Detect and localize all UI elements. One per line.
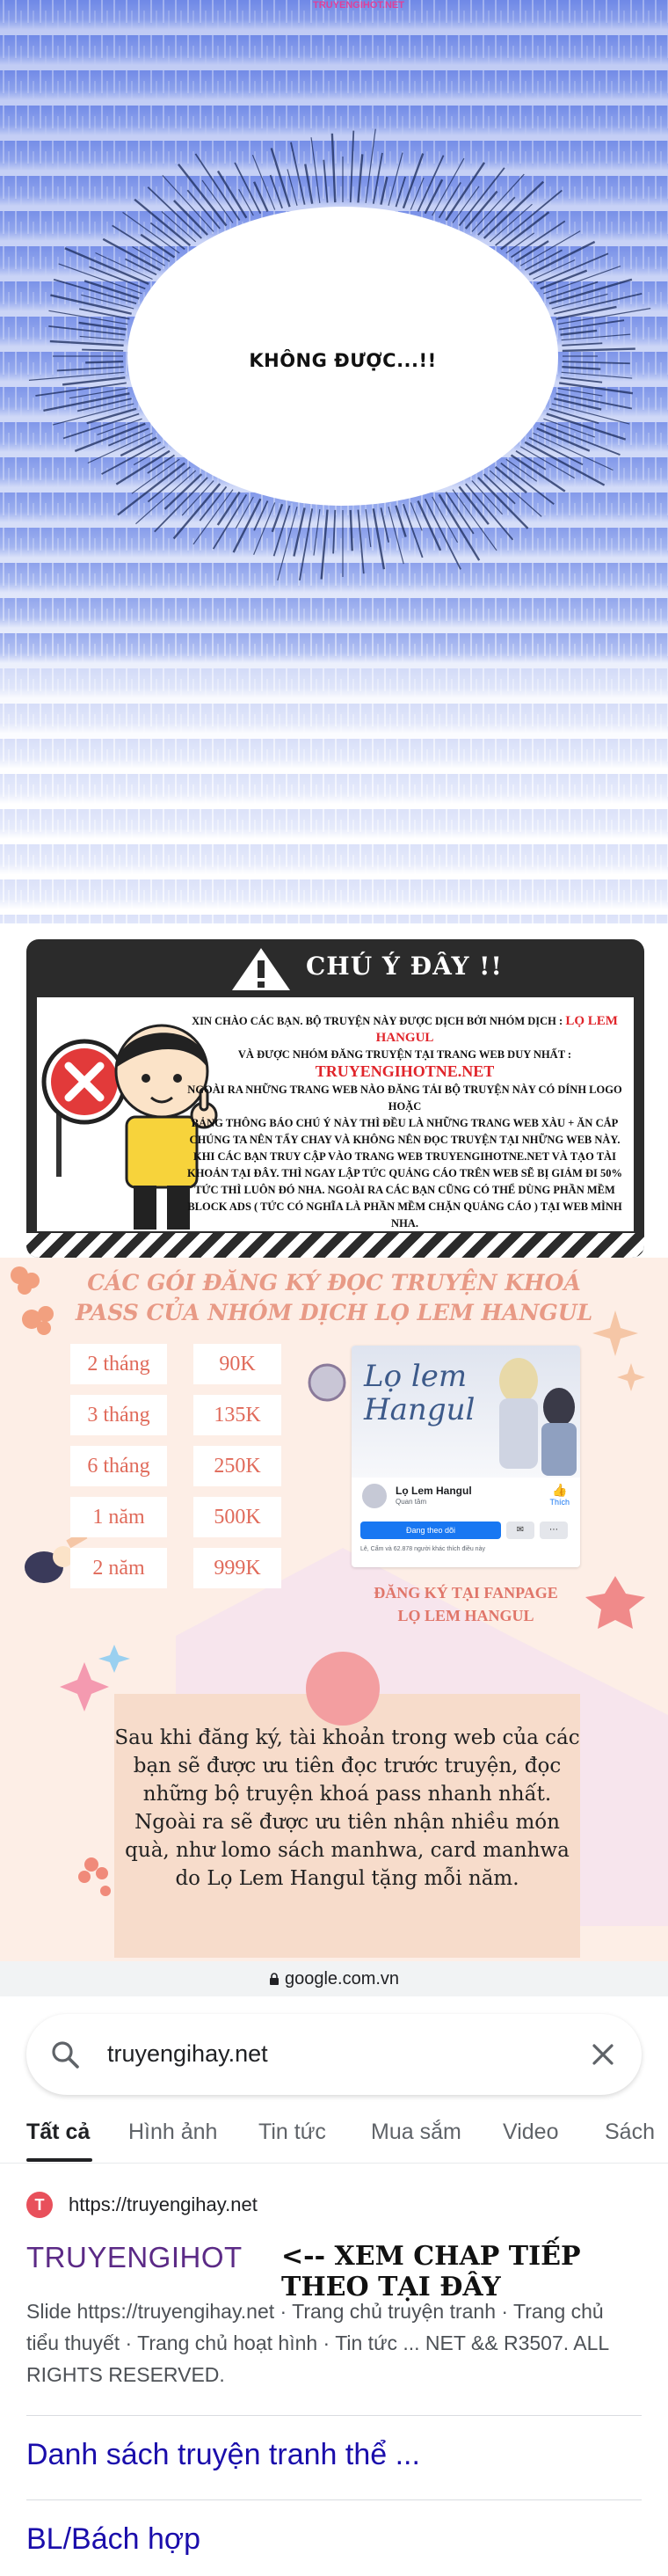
- fb-cover: [352, 1346, 580, 1478]
- notice-line: BLOCK ADS ( TỨC CÓ NGHĨA LÀ PHẦN MỀM CHẶN QUẢNG CÁO ) TẠI WEB MÌNH NHA.: [187, 1200, 622, 1230]
- fb-page-name: Lọ Lem Hangul: [396, 1485, 472, 1497]
- result-snippet: Slide https://truyengihay.net · Trang chủ truyện tranh · Trang chủ tiểu thuyết · Trang chủ hoạt hình · Tin tức ... NET && R3507. ALL RIGHTS RESERVED.: [26, 2300, 609, 2386]
- hazard-stripes: [26, 1233, 644, 1258]
- fb-follow-button[interactable]: Đang theo dõi: [360, 1522, 501, 1539]
- subscription-promo: [0, 1258, 668, 1961]
- notice-line: CHÚNG TA NÊN TẨY CHAY VÀ KHÔNG NÊN ĐỌC TRUYỆN TẠI NHỮNG WEB NÀY.: [189, 1134, 621, 1146]
- price-duration: 2 năm: [70, 1548, 167, 1588]
- lock-icon: [269, 1973, 280, 1985]
- notice-line: KHI CÁC BẠN TRUY CẬP VÀO TRANG WEB TRUYENGIHOTNE.NET VÀ TẠO TÀI: [193, 1150, 616, 1163]
- fb-cover-logo: Lọ lem Hangul: [364, 1359, 476, 1427]
- notice-banner: [26, 939, 644, 1258]
- watermark: TRUYENGIHOT.NET: [313, 0, 404, 11]
- result-url[interactable]: https://truyengihay.net: [69, 2193, 258, 2215]
- fb-messenger-button[interactable]: ✉: [506, 1522, 534, 1539]
- next-chapter-overlay: <-- XEM CHAP TIẾP THEO TẠI ĐÂY: [281, 2241, 581, 2302]
- notice-line: BẢNG THÔNG BÁO CHÚ Ý NÀY THÌ ĐỀU LÀ NHỮNG TRANG WEB XÀU + ĂN CẮP: [191, 1117, 619, 1129]
- fb-likes-footer: Lê, Cẩm và 62.878 người khác thích điều này: [360, 1546, 485, 1552]
- notice-title: CHÚ Ý ĐÂY !!: [306, 952, 503, 981]
- divider: [26, 2415, 642, 2416]
- search-tabs: [0, 2111, 668, 2164]
- search-box[interactable]: [26, 2014, 642, 2095]
- price-duration: 6 tháng: [70, 1446, 167, 1486]
- result-favicon: T: [26, 2192, 53, 2218]
- divider: [26, 2499, 642, 2500]
- speech-bubble-text: KHÔNG ĐƯỢC...!!: [249, 350, 437, 371]
- search-icon[interactable]: [49, 2039, 81, 2070]
- warning-icon: [230, 946, 292, 992]
- browser-url-bar[interactable]: [0, 1961, 668, 1996]
- fanpage-caption: ĐĂNG KÝ TẠI FANPAGE LỌ LEM HANGUL: [374, 1584, 558, 1624]
- tab-shopping[interactable]: Mua sắm: [371, 2120, 461, 2144]
- fb-like-button[interactable]: 👍 Thích: [549, 1483, 570, 1507]
- tab-news[interactable]: Tin tức: [258, 2120, 326, 2144]
- price-duration: 3 tháng: [70, 1395, 167, 1435]
- close-icon[interactable]: [589, 2040, 617, 2069]
- price-duration: 2 tháng: [70, 1344, 167, 1384]
- notice-line: NGOÀI RA NHỮNG TRANG WEB NÀO ĐĂNG TẢI BỘ TRUYỆN NÀY CÓ DÍNH LOGO HOẶC: [187, 1084, 622, 1113]
- notice-text: [183, 1013, 627, 1258]
- facebook-page-card[interactable]: [352, 1346, 580, 1567]
- notice-line: KHOẢN TẠI ĐÂY. THÌ NGAY LẬP TỨC QUẢNG CÁO TRÊN WEB SẼ BỊ GIẢM ĐI 50%: [186, 1167, 622, 1179]
- manga-panel: [0, 0, 668, 923]
- cover-characters: [483, 1346, 580, 1478]
- price-amount: 250K: [193, 1446, 281, 1486]
- info-text: Sau khi đăng ký, tài khoản trong web của các bạn sẽ được ưu tiên đọc trước truyện, đọc những bộ truyện khoá pass nhanh nhất. Ngoài ra sẽ được ưu tiên nhận nhiều món quà, như lomo sách manhwa, card manhwa do Lọ Lem Hangul tặng mỗi năm.: [114, 1726, 580, 1890]
- notice-line: XIN CHÀO CÁC BẠN. BỘ TRUYỆN NÀY ĐƯỢC DỊCH BỞI NHÓM DỊCH : LỌ LEM HANGUL: [192, 1014, 618, 1045]
- price-amount: 999K: [193, 1548, 281, 1588]
- notice-line: VÀ ĐƯỢC NHÓM ĐĂNG TRUYỆN TẠI TRANG WEB DUY NHẤT : TRUYENGIHOTNE.NET: [237, 1048, 572, 1080]
- sitelink[interactable]: Danh sách truyện tranh thể ...: [26, 2438, 420, 2471]
- price-amount: 90K: [193, 1344, 281, 1384]
- avatar: [360, 1482, 388, 1510]
- notice-line: TỨC THÌ LUÔN ĐÓ NHA. NGOÀI RA CÁC BẠN CŨNG CÓ THỂ DÙNG PHẦN MỀM: [194, 1184, 615, 1196]
- price-amount: 500K: [193, 1497, 281, 1537]
- url-text: google.com.vn: [284, 1969, 400, 1989]
- result-title-link[interactable]: TRUYENGIHOT: [26, 2241, 243, 2273]
- fb-page-subtitle: Quan tâm: [396, 1498, 427, 1506]
- promo-heading: CÁC GÓI ĐĂNG KÝ ĐỌC TRUYỆN KHOÁ PASS CỦA NHÓM DỊCH LỌ LEM HANGUL: [75, 1270, 593, 1325]
- fb-more-button[interactable]: ⋯: [540, 1522, 568, 1539]
- active-tab-indicator: [26, 2158, 92, 2162]
- tab-video[interactable]: Video: [503, 2120, 559, 2144]
- manga-artwork: [0, 0, 668, 923]
- price-duration: 1 năm: [70, 1497, 167, 1537]
- sitelink[interactable]: BL/Bách hợp: [26, 2522, 201, 2556]
- tab-books[interactable]: Sách: [605, 2120, 655, 2144]
- notice-header: [26, 939, 644, 996]
- price-amount: 135K: [193, 1395, 281, 1435]
- tab-all[interactable]: Tất cả: [26, 2120, 91, 2144]
- pink-circle-decoration: [306, 1652, 380, 1726]
- tab-images[interactable]: Hình ảnh: [128, 2120, 218, 2144]
- search-input[interactable]: truyengihay.net: [107, 2040, 268, 2067]
